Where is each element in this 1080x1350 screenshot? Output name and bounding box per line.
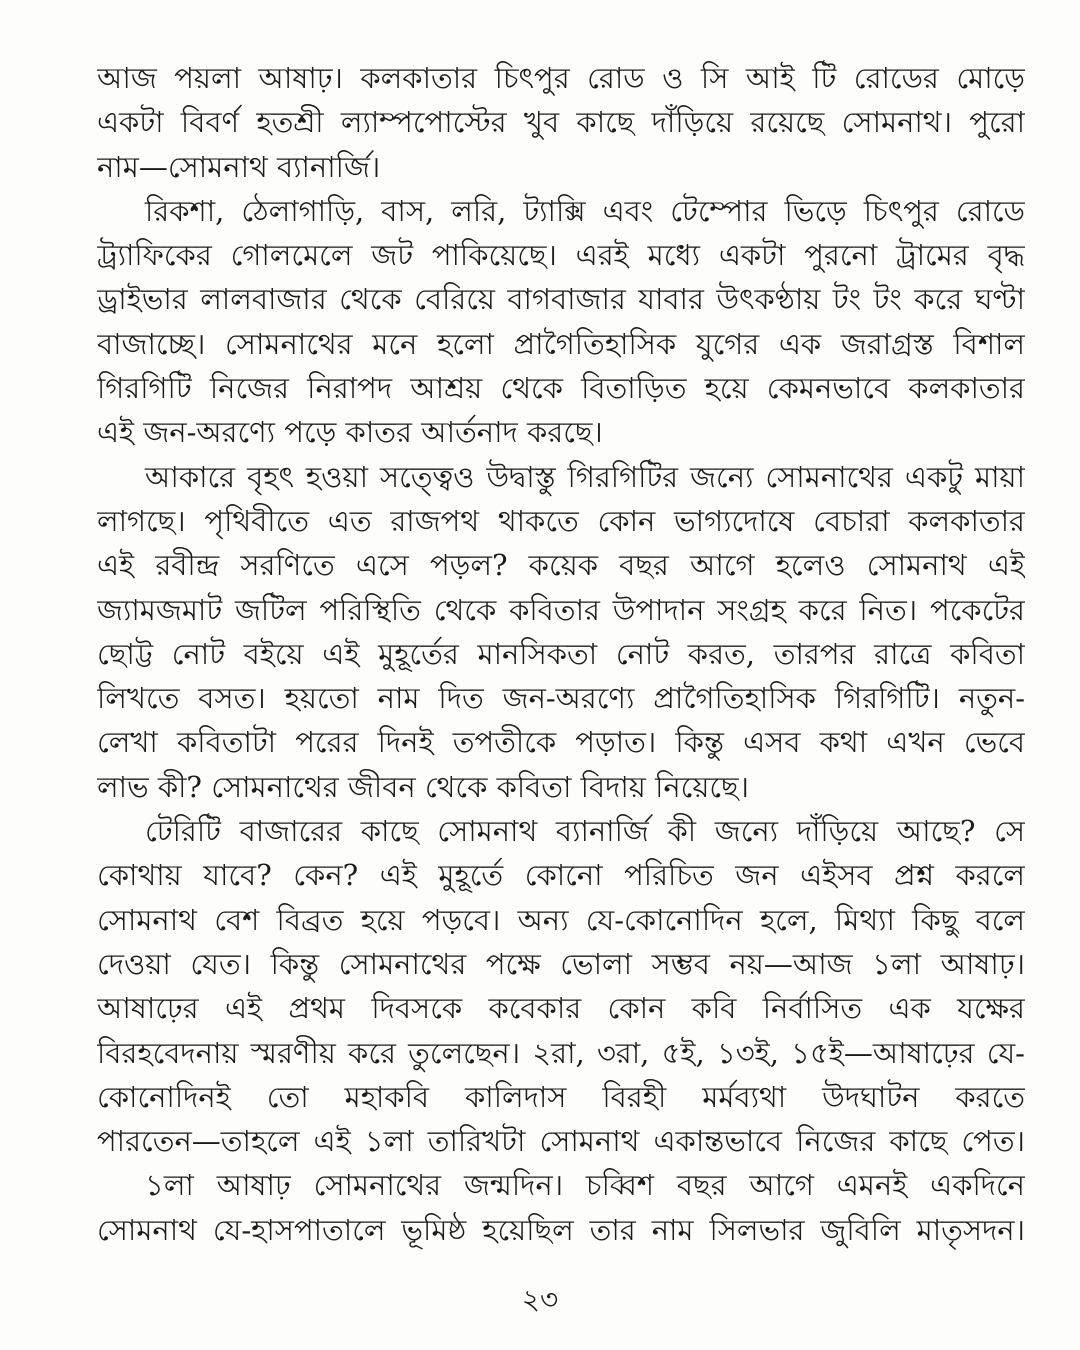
paragraph: [97, 455, 1025, 809]
text-line: আকারে বৃহৎ হওয়া সত্ত্বেও উদ্বাস্তু গিরগিটির জন্যে সোমনাথের একটু মায়া: [145, 459, 1025, 494]
text-line: জ্যামজমাট জটিল পরিস্থিতি থেকে কবিতার উপাদান সংগ্রহ করে নিত। পকেটের: [97, 592, 1025, 627]
text-line: গিরগিটি নিজের নিরাপদ আশ্রয় থেকে বিতাড়িত হয়ে কেমনভাবে কলকাতার: [97, 371, 1025, 406]
text-line: টেরিটি বাজারের কাছে সোমনাথ ব্যানার্জি কী জন্যে দাঁড়িয়ে আছে? সে: [145, 814, 1025, 849]
text-line: সোমনাথ বেশ বিব্রত হয়ে পড়বে। অন্য যে-কোনোদিন হলে, মিথ্যা কিছু বলে: [97, 902, 1025, 937]
body-text: [97, 56, 1025, 1252]
paragraph: [97, 56, 1025, 189]
text-line: সোমনাথ যে-হাসপাতালে ভূমিষ্ঠ হয়েছিল তার নাম সিলভার জুবিলি মাতৃসদন।: [97, 1212, 1025, 1247]
text-line: লিখতে বসত। হয়তো নাম দিত জন-অরণ্যে প্রাগৈতিহাসিক গিরগিটি। নতুন-: [97, 681, 1025, 716]
text-line: একটা বিবর্ণ হতশ্রী ল্যাম্পপোস্টের খুব কাছে দাঁড়িয়ে রয়েছে সোমনাথ। পুরো: [97, 105, 1025, 140]
text-line: ট্র্যাফিকের গোলমেলে জট পাকিয়েছে। এরই মধ্যে একটা পুরনো ট্রামের বৃদ্ধ: [97, 238, 1025, 273]
text-line: ড্রাইভার লালবাজার থেকে বেরিয়ে বাগবাজার যাবার উৎকণ্ঠায় টং টং করে ঘণ্টা: [97, 282, 1025, 317]
text-line: এই জন-অরণ্যে পড়ে কাতর আর্তনাদ করছে।: [97, 415, 603, 450]
text-line: ছোট্ট নোট বইয়ে এই মুহূর্তের মানসিকতা নোট করত, তারপর রাত্রে কবিতা: [97, 636, 1025, 671]
page-number: ২৩: [521, 1283, 559, 1316]
text-line: ১লা আষাঢ় সোমনাথের জন্মদিন। চব্বিশ বছর আগে এমনই একদিনে: [145, 1168, 1025, 1203]
paragraph: [97, 1163, 1025, 1252]
text-line: দেওয়া যেত। কিন্তু সোমনাথের পক্ষে ভোলা সম্ভব নয়—আজ ১লা আষাঢ়।: [97, 946, 1025, 981]
text-line: কোথায় যাবে? কেন? এই মুহূর্তে কোনো পরিচিত জন এইসব প্রশ্ন করলে: [97, 858, 1025, 893]
paragraph: [97, 809, 1025, 1163]
text-line: আষাঢ়ের এই প্রথম দিবসকে কবেকার কোন কবি নির্বাসিত এক যক্ষের: [97, 991, 1025, 1026]
text-line: নাম—সোমনাথ ব্যানার্জি।: [97, 149, 381, 184]
text-line: রিকশা, ঠেলাগাড়ি, বাস, লরি, ট্যাক্সি এবং টেম্পোর ভিড়ে চিৎপুর রোডে: [145, 193, 1025, 228]
text-line: লেখা কবিতাটা পরের দিনই তপতীকে পড়াত। কিন্তু এসব কথা এখন ভেবে: [97, 725, 1025, 760]
text-line: লাগছে। পৃথিবীতে এত রাজপথ থাকতে কোন ভাগ্যদোষে বেচারা কলকাতার: [97, 503, 1025, 538]
text-line: পারতেন—তাহলে এই ১লা তারিখটা সোমনাথ একান্তভাবে নিজের কাছে পেত।: [97, 1124, 1025, 1159]
text-line: কোনোদিনই তো মহাকবি কালিদাস বিরহী মর্মব্যথা উদঘাটন করতে: [97, 1079, 1025, 1114]
text-line: বিরহবেদনায় স্মরণীয় করে তুলেছেন। ২রা, ৩রা, ৫ই, ১৩ই, ১৫ই—আষাঢ়ের যে-: [97, 1035, 1025, 1070]
text-line: আজ পয়লা আষাঢ়। কলকাতার চিৎপুর রোড ও সি আই টি রোডের মোড়ে: [97, 61, 1025, 95]
paragraph: [97, 189, 1025, 455]
text-line: বাজাচ্ছে। সোমনাথের মনে হলো প্রাগৈতিহাসিক যুগের এক জরাগ্রস্ত বিশাল: [97, 326, 1025, 361]
text-line: লাভ কী? সোমনাথের জীবন থেকে কবিতা বিদায় নিয়েছে।: [97, 769, 750, 804]
text-line: এই রবীন্দ্র সরণিতে এসে পড়ল? কয়েক বছর আগে হলেও সোমনাথ এই: [97, 548, 1025, 583]
